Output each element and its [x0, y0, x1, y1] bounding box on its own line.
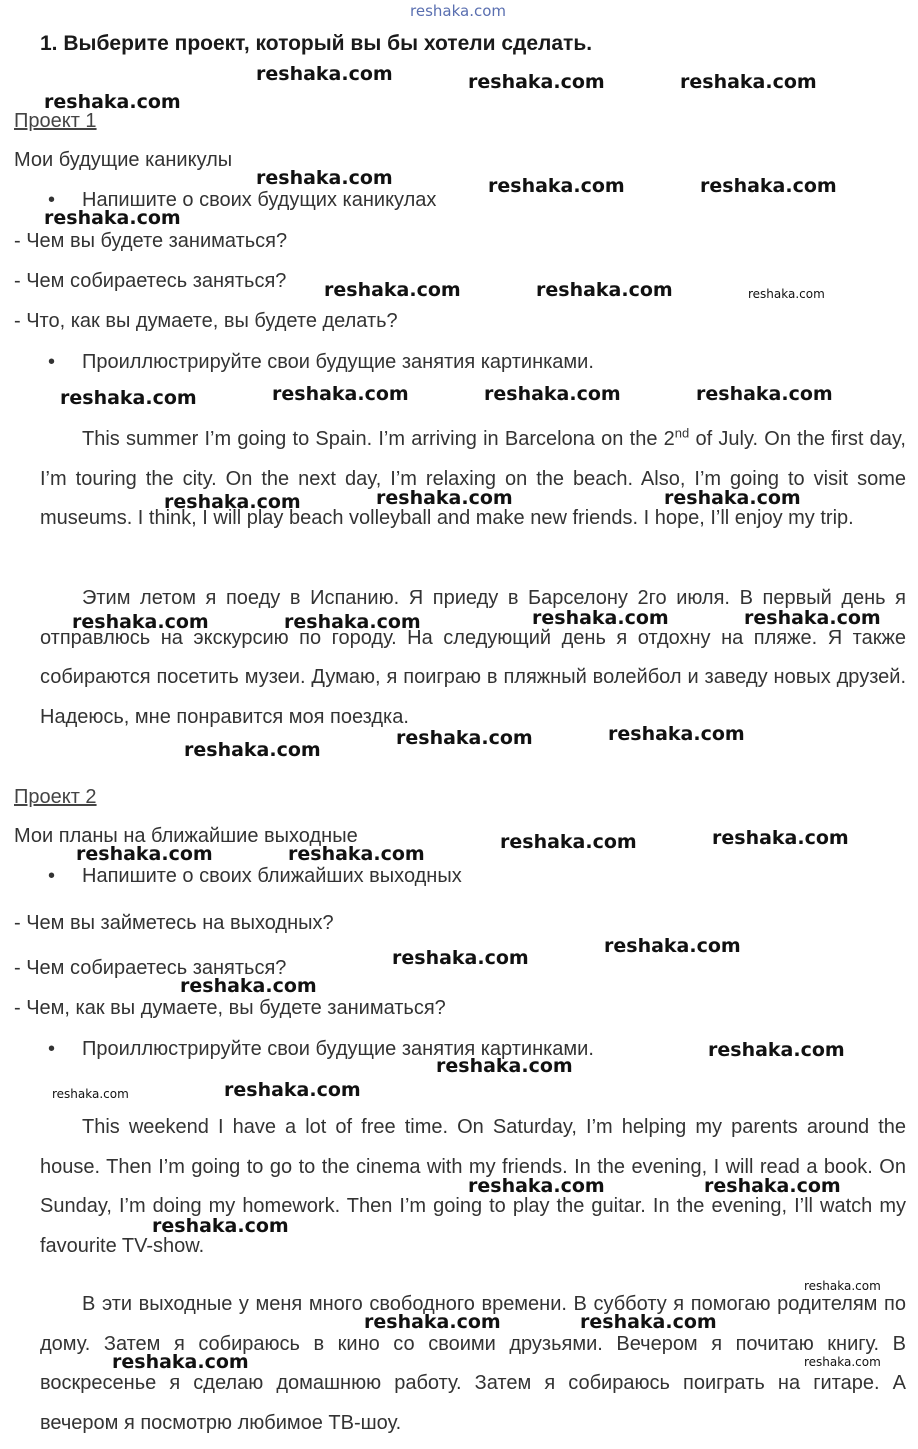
bullet-icon: •: [48, 865, 56, 887]
watermark: reshaka.com: [532, 607, 669, 629]
project-2-bullet-1: • Напишите о своих ближайших выходных: [48, 865, 462, 887]
project-2-topic: Мои планы на ближайшие выходные: [14, 825, 358, 847]
project-1-topic: Мои будущие каникулы: [14, 149, 233, 171]
watermark: reshaka.com: [804, 1279, 881, 1293]
watermark: reshaka.com: [52, 1087, 129, 1101]
project-1-english-text: This summer I’m going to Spain. I’m arriving in Barcelona on the 2nd of July. On the first day, I’m touring the city. On the next day, I’m relaxing on the beach. Also, I’m going to visit some museums. I think, I will play beach volleyball and make new friends. I hope, I’ll enjoy my trip.: [40, 425, 906, 530]
bullet-icon: •: [48, 189, 56, 211]
project-1-label: Проект 1: [14, 110, 97, 132]
watermark: reshaka.com: [468, 71, 605, 93]
watermark: reshaka.com: [256, 167, 393, 189]
watermark: reshaka.com: [60, 387, 197, 409]
project-1-russian-text: Этим летом я поеду в Испанию. Я приеду в Барселону 2го июля. В первый день я отправлюсь на экскурсию по городу. На следующий день я отдохну на пляже. Я также собираются посетить музеи. Думаю, я поиграю в пляжный волейбол и заведу новых друзей. Надеюсь, мне понравится моя поездка.: [40, 587, 906, 729]
watermark: reshaka.com: [364, 1311, 501, 1333]
watermark: reshaka.com: [804, 1355, 881, 1369]
watermark: reshaka.com: [608, 723, 745, 745]
project-2-bullet-2: • Проиллюстрируйте свои будущие занятия картинками.: [48, 1038, 594, 1060]
watermark: reshaka.com: [680, 71, 817, 93]
bullet-icon: •: [48, 1038, 56, 1060]
watermark: reshaka.com: [664, 487, 801, 509]
project-1-question-2: - Чем собираетесь заняться?: [14, 270, 287, 292]
project-2-question-1: - Чем вы займетесь на выходных?: [14, 912, 334, 934]
watermark: reshaka.com: [392, 947, 529, 969]
watermark: reshaka.com: [488, 175, 625, 197]
watermark: reshaka.com: [184, 739, 321, 761]
watermark: reshaka.com: [44, 91, 181, 113]
watermark: reshaka.com: [696, 383, 833, 405]
watermark: reshaka.com: [44, 207, 181, 229]
project-2-label: Проект 2: [14, 786, 97, 808]
project-2-question-2: - Чем собираетесь заняться?: [14, 957, 287, 979]
project-1-bullet-1: • Напишите о своих будущих каникулах: [48, 189, 437, 211]
project-1-question-3: - Что, как вы думаете, вы будете делать?: [14, 310, 398, 332]
project-2-english-text: This weekend I have a lot of free time. On Saturday, I’m helping my parents around the house. Then I’m going to go to the cinema with my friends. In the evening, I will read a book. On Sunday, I’m doing my homework. Then I’m going to play the guitar. In the evening, I’ll watch my favourite TV-show.: [40, 1116, 906, 1258]
watermark: reshaka.com: [704, 1175, 841, 1197]
watermark: reshaka.com: [396, 727, 533, 749]
watermark: reshaka.com: [436, 1055, 573, 1077]
watermark: reshaka.com: [72, 611, 209, 633]
project-2-question-3: - Чем, как вы думаете, вы будете заниматься?: [14, 997, 446, 1019]
watermark: reshaka.com: [272, 383, 409, 405]
header-watermark: reshaka.com: [410, 2, 506, 20]
project-1-question-1: - Чем вы будете заниматься?: [14, 230, 288, 252]
watermark: reshaka.com: [284, 611, 421, 633]
watermark: reshaka.com: [708, 1039, 845, 1061]
watermark: reshaka.com: [324, 279, 461, 301]
watermark: reshaka.com: [112, 1351, 249, 1373]
watermark: reshaka.com: [152, 1215, 289, 1237]
watermark: reshaka.com: [180, 975, 317, 997]
watermark: reshaka.com: [164, 491, 301, 513]
watermark: reshaka.com: [604, 935, 741, 957]
watermark: reshaka.com: [468, 1175, 605, 1197]
bullet-icon: •: [48, 351, 56, 373]
task-title: 1. Выберите проект, который вы бы хотели сделать.: [40, 32, 593, 55]
watermark: reshaka.com: [224, 1079, 361, 1101]
watermark: reshaka.com: [744, 607, 881, 629]
watermark: reshaka.com: [700, 175, 837, 197]
watermark: reshaka.com: [536, 279, 673, 301]
watermark: reshaka.com: [712, 827, 849, 849]
project-2-russian-text: В эти выходные у меня много свободного времени. В субботу я помогаю родителям по дому. Затем я собираюсь в кино со своими друзьями. Вечером я почитаю книгу. В воскресенье я сделаю домашнюю работу. Затем я собираюсь поиграть на гитаре. А вечером я посмотрю любимое ТВ-шоу.: [40, 1293, 906, 1435]
project-1-bullet-2: • Проиллюстрируйте свои будущие занятия картинками.: [48, 351, 594, 373]
watermark: reshaka.com: [580, 1311, 717, 1333]
watermark: reshaka.com: [748, 287, 825, 301]
watermark: reshaka.com: [76, 843, 213, 865]
watermark: reshaka.com: [256, 63, 393, 85]
watermark: reshaka.com: [484, 383, 621, 405]
watermark: reshaka.com: [376, 487, 513, 509]
watermark: reshaka.com: [288, 843, 425, 865]
watermark: reshaka.com: [500, 831, 637, 853]
